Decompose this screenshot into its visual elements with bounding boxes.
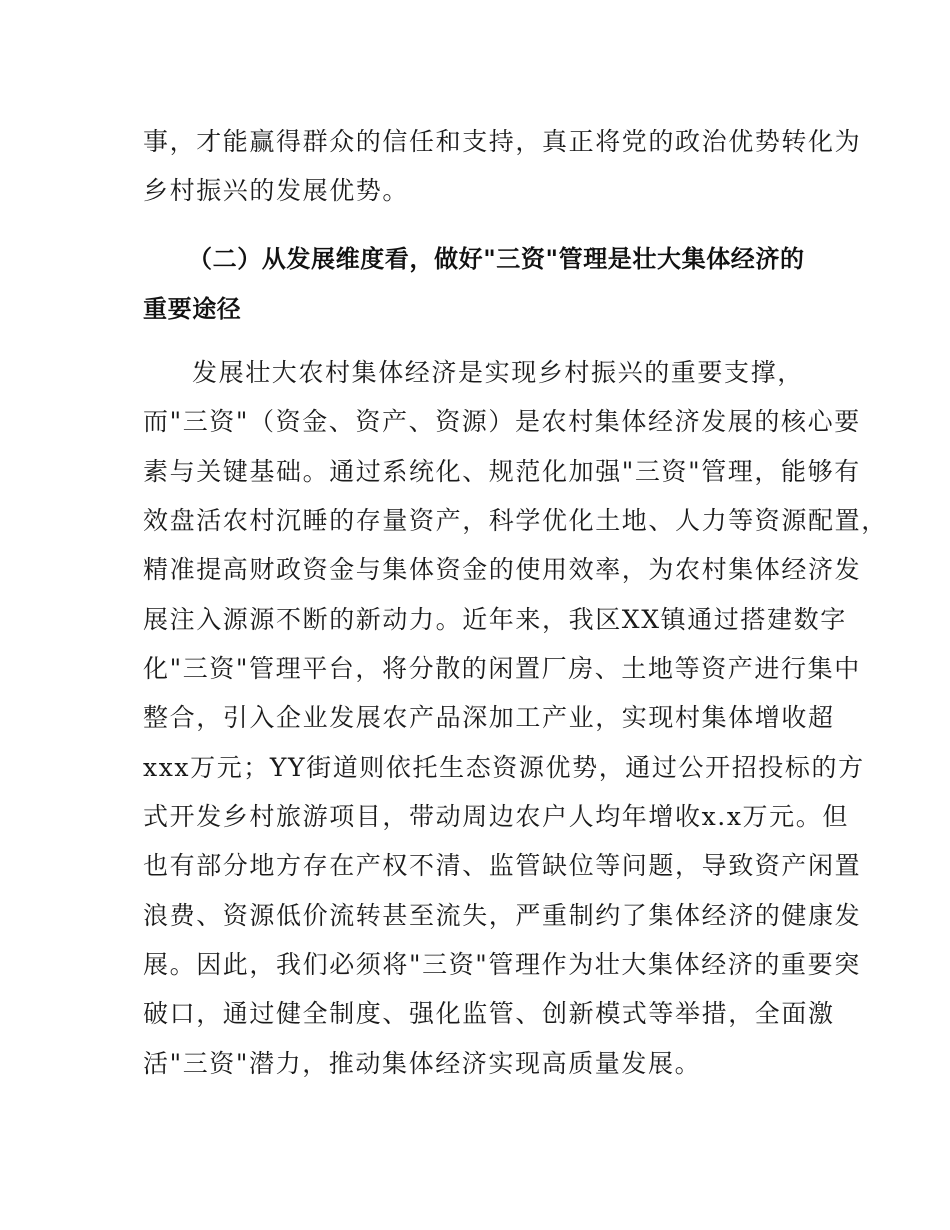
- text-line: 破口，通过健全制度、强化监管、创新模式等举措，全面激: [143, 999, 835, 1028]
- text-line: 化"三资"管理平台，将分散的闲置厂房、土地等资产进行集中: [143, 654, 861, 683]
- text-line: 活"三资"潜力，推动集体经济实现高质量发展。: [143, 1049, 702, 1078]
- heading-line: 重要途径: [143, 295, 242, 323]
- text-line: 也有部分地方存在产权不清、监管缺位等问题，导致资产闲置: [143, 851, 862, 880]
- text-line: 事，才能赢得群众的信任和支持，真正将党的政治优势转化为: [143, 127, 862, 156]
- text-line: 而"三资"（资金、资产、资源）是农村集体经济发展的核心要: [143, 407, 861, 436]
- heading-line: （二）从发展维度看，做好"三资"管理是壮大集体经济的: [188, 245, 805, 273]
- text-line: 展。因此，我们必须将"三资"管理作为壮大集体经济的重要突: [143, 950, 861, 979]
- text-line: 乡村振兴的发展优势。: [143, 176, 410, 205]
- text-line: 浪费、资源低价流转甚至流失，严重制约了集体经济的健康发: [143, 901, 862, 930]
- text-line: 展注入源源不断的新动力。近年来，我区XX镇通过搭建数字: [143, 605, 847, 634]
- text-line: 式开发乡村旅游项目，带动周边农户人均年增收x.x万元。但: [143, 802, 849, 831]
- text-line: xxx万元；YY街道则依托生态资源优势，通过公开招投标的方: [143, 753, 865, 782]
- text-line: 效盘活农村沉睡的存量资产，科学优化土地、人力等资源配置，: [143, 506, 888, 535]
- text-line: 发展壮大农村集体经济是实现乡村振兴的重要支撑，: [192, 358, 804, 387]
- text-line: 整合，引入企业发展农产品深加工产业，实现村集体增收超: [143, 703, 835, 732]
- text-line: 精准提高财政资金与集体资金的使用效率，为农村集体经济发: [143, 555, 862, 584]
- text-line: 素与关键基础。通过系统化、规范化加强"三资"管理，能够有: [143, 457, 861, 486]
